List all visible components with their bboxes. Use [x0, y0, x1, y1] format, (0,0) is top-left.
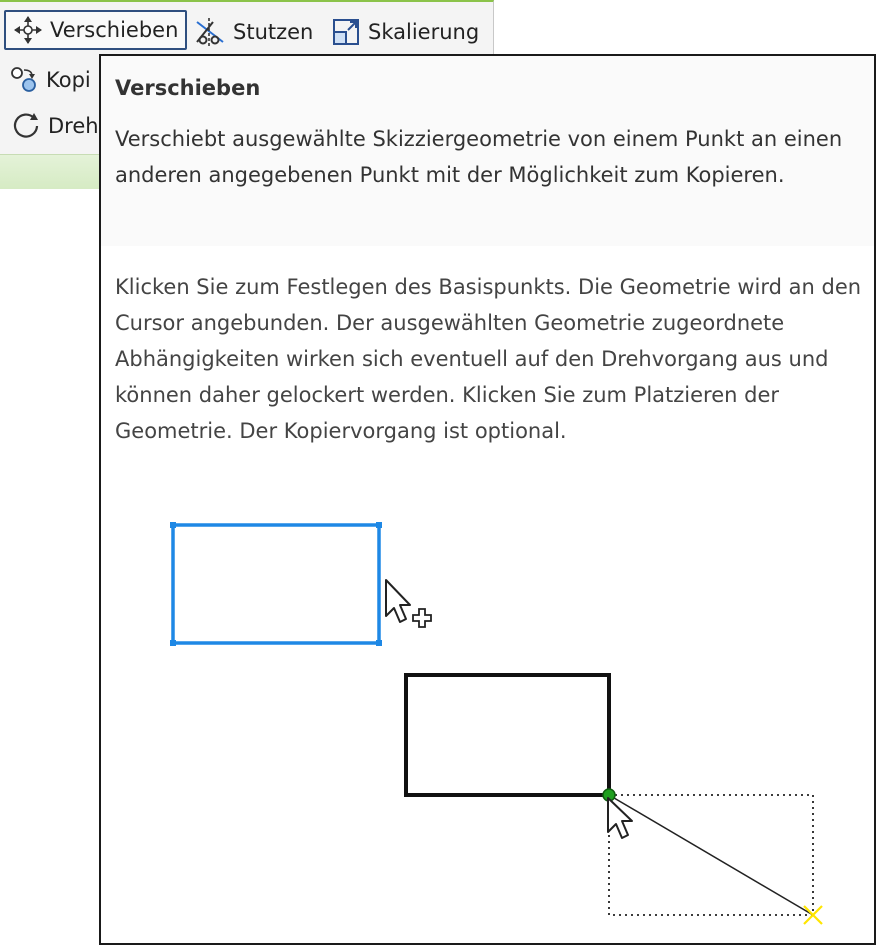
trim-button[interactable]: [193, 12, 317, 52]
move-arrows-icon: [12, 14, 44, 46]
rotate-icon: [10, 110, 42, 142]
tooltip-title: Verschieben: [115, 76, 261, 100]
tooltip: [99, 54, 876, 945]
displacement-line: [609, 795, 813, 915]
move-cursor-icon: [386, 580, 431, 627]
move-button[interactable]: [4, 10, 187, 50]
copy-button-label: Kopi: [46, 68, 91, 92]
move-button-label: Verschieben: [50, 18, 179, 42]
scale-button[interactable]: [330, 12, 488, 52]
moved-geometry: [406, 675, 609, 795]
scale-icon: [330, 16, 362, 48]
trim-scissors-icon: [193, 16, 227, 48]
rotate-button[interactable]: [10, 106, 98, 146]
tooltip-instructions: Klicken Sie zum Festlegen des Basispunkts. Die Geometrie wird an den Cursor angebunden. Der ausgewählten Geometrie zugeordnete Abhängigkeiten wirken sich eventuell auf den Drehvorgang aus und können daher gelockert werden. Klicken Sie zum Platzieren der Geometrie. Der Kopiervorgang ist optional.: [115, 275, 862, 443]
pointer-cursor-icon: [608, 798, 632, 838]
trim-button-label: Stutzen: [233, 20, 314, 44]
copy-button[interactable]: [8, 60, 98, 100]
scale-button-label: Skalierung: [368, 20, 480, 44]
tooltip-illustration: [101, 56, 874, 943]
rotate-button-label: Dreh: [48, 114, 99, 138]
tooltip-description: Verschiebt ausgewählte Skizziergeometrie von einem Punkt an einen anderen angegebenen Punkt mit der Möglichkeit zum Kopieren.: [115, 127, 843, 187]
selected-geometry: [170, 522, 382, 646]
copy-icon: [8, 64, 40, 96]
